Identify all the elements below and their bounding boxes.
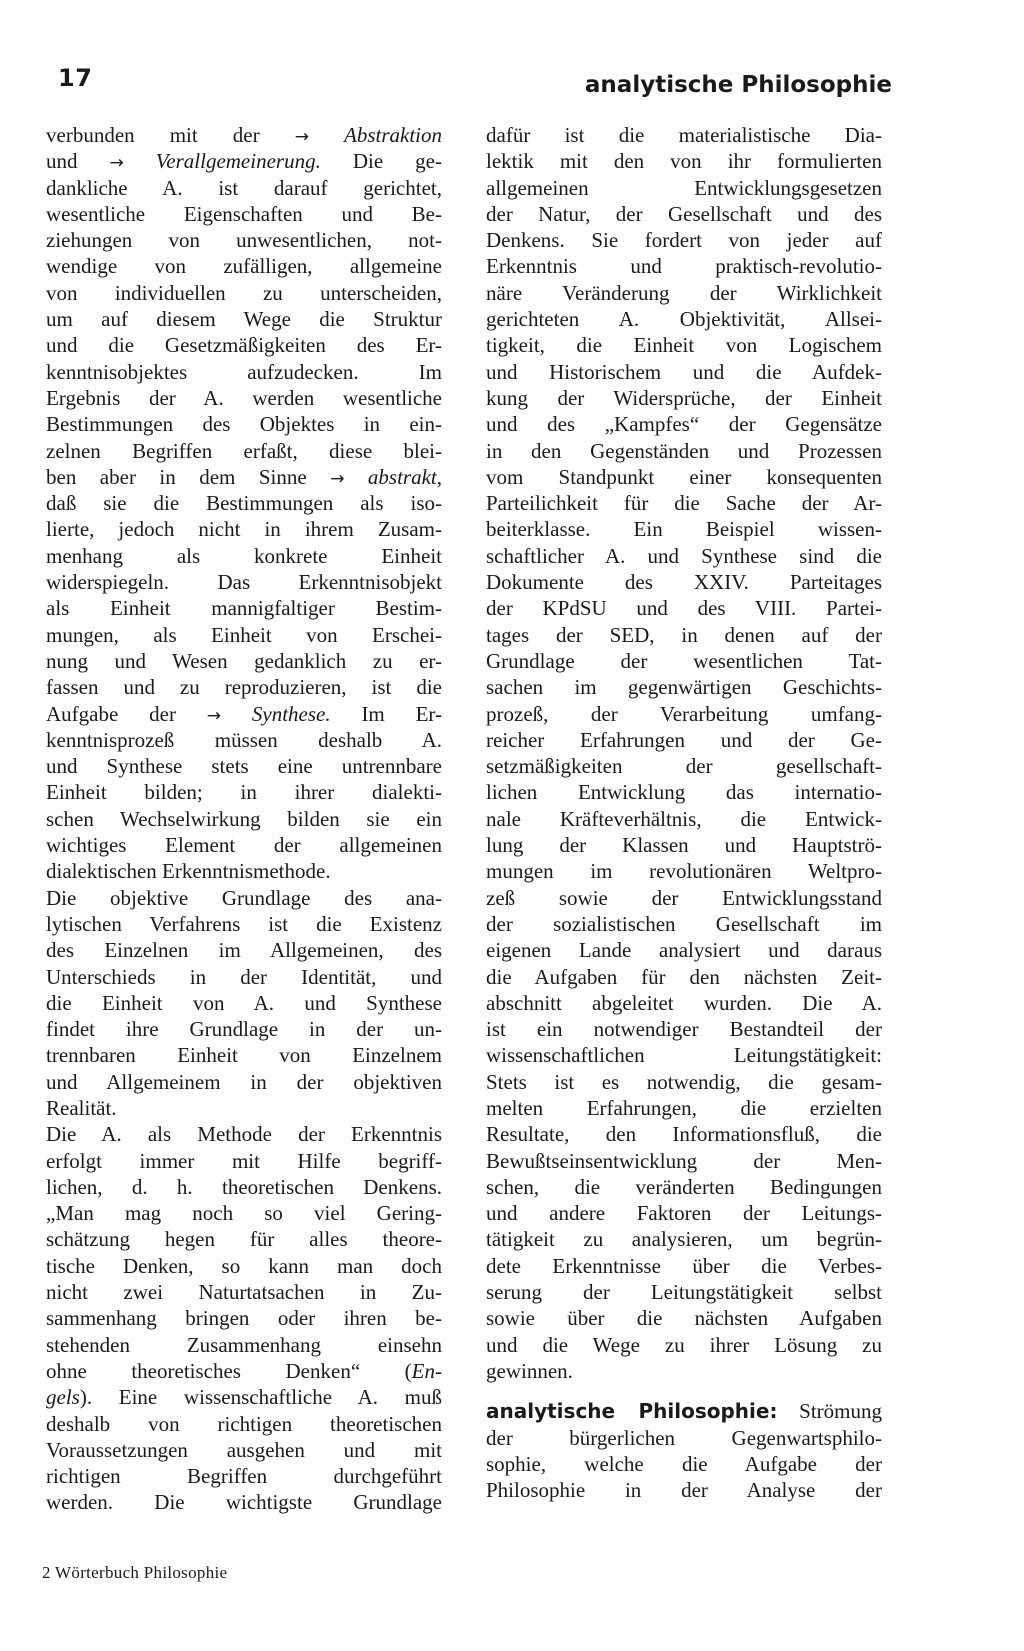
text-line: reicher Erfahrungen und der Ge-	[486, 727, 882, 752]
text-line: Denkens. Sie fordert von jeder auf	[486, 228, 882, 253]
text-line: Stets ist es notwendig, die gesam-	[486, 1069, 882, 1094]
text-line: nale Kräfteverhältnis, die Entwick-	[486, 806, 882, 831]
text-line: Ergebnis der A. werden wesentliche	[46, 385, 442, 410]
entry-lemma: analytische Philosophie:	[486, 1399, 778, 1424]
text-line: gels). Eine wissenschaftliche A. muß	[46, 1385, 442, 1410]
text-line: näre Veränderung der Wirklichkeit	[486, 280, 882, 305]
text-line: Grundlage der wesentlichen Tat-	[486, 648, 882, 673]
text-line: menhang als konkrete Einheit	[46, 543, 442, 568]
text-line: zelnen Begriffen erfaßt, diese blei-	[46, 438, 442, 463]
text-line: in den Gegenständen und Prozessen	[486, 438, 882, 463]
text-line: schaftlicher A. und Synthese sind die	[486, 543, 882, 568]
text-line: allgemeinen Entwicklungsgesetzen	[486, 175, 882, 200]
text-line: schen, die veränderten Bedingungen	[486, 1174, 882, 1199]
text-line: Bestimmungen des Objektes in ein-	[46, 412, 442, 437]
text-line: trennbaren Einheit von Einzelnem	[46, 1043, 442, 1068]
text-line: sophie, welche die Aufgabe der	[486, 1451, 882, 1476]
text-line: und Allgemeinem in der objektiven	[46, 1069, 442, 1094]
text-line: nung und Wesen gedanklich zu er-	[46, 648, 442, 673]
text-line: und Synthese stets eine untrennbare	[46, 754, 442, 779]
text-line: daß sie die Bestimmungen als iso-	[46, 491, 442, 516]
text-line: lytischen Verfahrens ist die Existenz	[46, 911, 442, 936]
text-line: „Man mag noch so viel Gering-	[46, 1201, 442, 1226]
text-line: wissenschaftlichen Leitungstätigkeit:	[486, 1043, 882, 1068]
text-line: richtigen Begriffen durchgeführt	[46, 1464, 442, 1489]
text-line: Die A. als Methode der Erkenntnis	[46, 1122, 442, 1147]
text-line: der Natur, der Gesellschaft und des	[486, 201, 882, 226]
text-line: kenntnisprozeß müssen deshalb A.	[46, 727, 442, 752]
arrow-icon: →	[294, 127, 309, 147]
text-line: schätzung hegen für alles theore-	[46, 1227, 442, 1252]
text-line: dankliche A. ist darauf gerichtet,	[46, 175, 442, 200]
text-line: kenntnisobjektes aufzudecken. Im	[46, 359, 442, 384]
text-line: gerichteten A. Objektivität, Allsei-	[486, 307, 882, 332]
text-line: lung der Klassen und Hauptströ-	[486, 833, 882, 858]
text-line: widerspiegeln. Das Erkenntnisobjekt	[46, 570, 442, 595]
text-line: serung der Leitungstätigkeit selbst	[486, 1280, 882, 1305]
text-line: und → Verallgemeinerung. Die ge-	[46, 149, 442, 174]
arrow-icon: →	[109, 153, 124, 174]
text-line: der KPdSU und des VIII. Partei-	[486, 596, 882, 621]
text-line: und die Gesetzmäßigkeiten des Er-	[46, 333, 442, 358]
text-line: tigkeit, die Einheit von Logischem	[486, 333, 882, 358]
text-line: sammenhang bringen oder ihren be-	[46, 1306, 442, 1331]
text-line: vom Standpunkt einer konsequenten	[486, 464, 882, 489]
entry-first-text: Strömung	[799, 1399, 882, 1424]
text-line: als Einheit mannigfaltiger Bestim-	[46, 596, 442, 621]
text-line: tische Denken, so kann man doch	[46, 1253, 442, 1278]
text-line: mungen, als Einheit von Erschei-	[46, 622, 442, 647]
text-line: tages der SED, in denen auf der	[486, 622, 882, 647]
text-line: schen Wechselwirkung bilden sie ein	[46, 806, 442, 831]
entry-first-line	[486, 1398, 882, 1424]
text-line: ohne theoretisches Denken“ (En-	[46, 1358, 442, 1383]
text-line: Realität.	[46, 1095, 117, 1120]
text-line: sachen im gegenwärtigen Geschichts-	[486, 675, 882, 700]
text-line: lichen, d. h. theoretischen Denkens.	[46, 1174, 442, 1199]
page-number: 17	[58, 64, 93, 92]
text-line: Unterschieds in der Identität, und	[46, 964, 442, 989]
text-line: prozeß, der Verarbeitung umfang-	[486, 701, 882, 726]
text-line: kung der Widersprüche, der Einheit	[486, 385, 882, 410]
text-line: Parteilichkeit für die Sache der Ar-	[486, 491, 882, 516]
text-line: sowie über die nächsten Aufgaben	[486, 1306, 882, 1331]
right-column	[486, 122, 882, 1503]
text-line: fassen und zu reproduzieren, ist die	[46, 675, 442, 700]
text-line: mungen im revolutionären Weltpro-	[486, 859, 882, 884]
text-line: ziehungen von unwesentlichen, not-	[46, 228, 442, 253]
text-line: und des „Kampfes“ der Gegensätze	[486, 412, 882, 437]
text-line: zeß sowie der Entwicklungsstand	[486, 885, 882, 910]
text-line: des Einzelnen im Allgemeinen, des	[46, 938, 442, 963]
text-line: nicht zwei Naturtatsachen in Zu-	[46, 1280, 442, 1305]
entry-spacer	[486, 1384, 882, 1398]
text-line: stehenden Zusammenhang einsehn	[46, 1332, 442, 1357]
text-line: der sozialistischen Gesellschaft im	[486, 911, 882, 936]
text-line: lektik mit den von ihr formulierten	[486, 149, 882, 174]
text-line: erfolgt immer mit Hilfe begriff-	[46, 1148, 442, 1173]
text-line: dete Erkenntnisse über die Verbes-	[486, 1253, 882, 1278]
text-line: von individuellen zu unterscheiden,	[46, 280, 442, 305]
text-line: wesentliche Eigenschaften und Be-	[46, 201, 442, 226]
text-line: um auf diesem Wege die Struktur	[46, 307, 442, 332]
text-line: eigenen Lande analysiert und daraus	[486, 938, 882, 963]
text-line: Bewußtseinsentwicklung der Men-	[486, 1148, 882, 1173]
text-line: beiterklasse. Ein Beispiel wissen-	[486, 517, 882, 542]
text-line: verbunden mit der → Abstraktion	[46, 123, 442, 147]
text-line: setzmäßigkeiten der gesellschaft-	[486, 754, 882, 779]
text-line: Die objektive Grundlage des ana-	[46, 885, 442, 910]
text-line: und andere Faktoren der Leitungs-	[486, 1201, 882, 1226]
text-line: werden. Die wichtigste Grundlage	[46, 1490, 442, 1515]
text-line: wendige von zufälligen, allgemeine	[46, 254, 442, 279]
text-line: und die Wege zu ihrer Lösung zu	[486, 1332, 882, 1357]
text-line: melten Erfahrungen, die erzielten	[486, 1095, 882, 1120]
arrow-icon: →	[206, 705, 222, 726]
text-line: dialektischen Erkenntnismethode.	[46, 859, 331, 884]
left-column	[46, 122, 442, 1516]
text-line: lichen Entwicklung das internatio-	[486, 780, 882, 805]
text-line: lierte, jedoch nicht in ihrem Zusam-	[46, 517, 442, 542]
text-line: Erkenntnis und praktisch-revolutio-	[486, 254, 882, 279]
text-line: die Aufgaben für den nächsten Zeit-	[486, 964, 882, 989]
running-head: analytische Philosophie	[584, 72, 892, 98]
text-line: deshalb von richtigen theoretischen	[46, 1411, 442, 1436]
text-line: Aufgabe der → Synthese. Im Er-	[46, 701, 442, 726]
text-line: die Einheit von A. und Synthese	[46, 990, 442, 1015]
text-line: ist ein notwendiger Bestandteil der	[486, 1017, 882, 1042]
text-line: dafür ist die materialistische Dia-	[486, 123, 882, 147]
text-line: tätigkeit zu analysieren, um begrün-	[486, 1227, 882, 1252]
text-line: Resultate, den Informationsfluß, die	[486, 1122, 882, 1147]
text-line: ben aber in dem Sinne → abstrakt,	[46, 464, 442, 489]
text-line: Dokumente des XXIV. Parteitages	[486, 570, 882, 595]
text-line: wichtiges Element der allgemeinen	[46, 833, 442, 858]
text-line: gewinnen.	[486, 1358, 573, 1383]
arrow-icon: →	[330, 468, 345, 489]
text-line: und Historischem und die Aufdek-	[486, 359, 882, 384]
text-line: Philosophie in der Analyse der	[486, 1478, 882, 1503]
text-line: Voraussetzungen ausgehen und mit	[46, 1437, 442, 1462]
text-line: abschnitt abgeleitet wurden. Die A.	[486, 990, 882, 1015]
text-line: der bürgerlichen Gegenwartsphilo-	[486, 1425, 882, 1450]
text-line: findet ihre Grundlage in der un-	[46, 1017, 442, 1042]
page-footer: 2 Wörterbuch Philosophie	[42, 1563, 228, 1582]
text-line: Einheit bilden; in ihrer dialekti-	[46, 780, 442, 805]
